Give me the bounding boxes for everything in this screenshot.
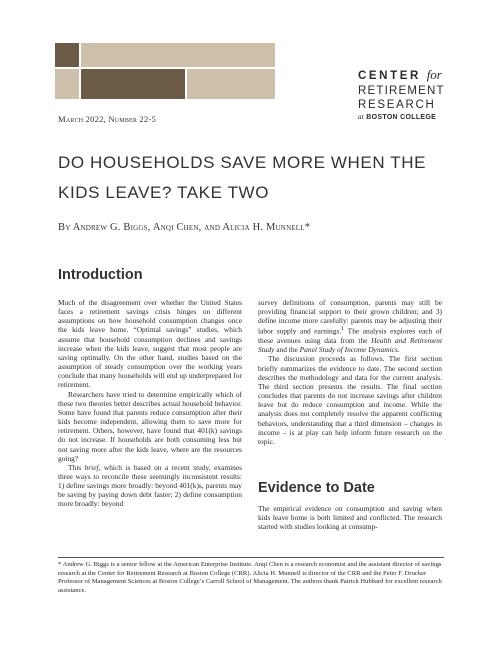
masthead-color-blocks (55, 43, 275, 99)
evidence-heading: Evidence to Date (258, 480, 375, 496)
p3-text-b: , which is based on a recent study, examines three ways to reconcile these seemingly inconsistent results: 1) define savings more broadly: beyond 401(k)s, parents may be saving by paying down debt faster; 2) define consumption more broadly: beyond (58, 462, 242, 509)
title-line-2: KIDS LEAVE? TAKE TWO (58, 183, 270, 202)
footnote-ref: 1 (341, 326, 345, 333)
intro-paragraph-4 (258, 298, 442, 354)
logo-for-word: for (426, 67, 442, 82)
intro-paragraph-3 (58, 463, 242, 509)
p3-brief-italic: brief (84, 462, 99, 472)
dark-block (81, 69, 185, 99)
issue-number: March 2022, Number 22-5 (58, 114, 156, 124)
light-block (187, 69, 275, 99)
body-column-left (58, 298, 242, 509)
logo-retirement-word: RETIREMENT (358, 84, 445, 97)
crr-logo (358, 68, 458, 121)
light-block (55, 69, 79, 99)
intro-paragraph-2: Researchers have tried to determine empirically which of these two theories better describes actual household behavior. Some have found that parents reduce consumption after their kids become independent, allowing them to save more for retirement. Others, however, have found that 401(k) savings do not increase. If households are both consuming less but not saving more after the kids leave, where are the resources going? (58, 389, 242, 463)
top-margin (0, 0, 500, 24)
p4-text-d: . (397, 345, 400, 355)
logo-at-word: at (358, 112, 365, 121)
author-byline: By Andrew G. Biggs, Anqi Chen, and Alicia H. Munnell* (58, 222, 311, 233)
p4-text-c: and the (274, 345, 300, 355)
p4-text-b: The analysis explores each of these avenues using data from the (258, 326, 442, 346)
logo-college-word: BOSTON COLLEGE (366, 113, 437, 121)
light-block (81, 43, 275, 67)
logo-research-word: RESEARCH (358, 99, 436, 111)
evidence-paragraph-1: The empirical evidence on consumption and saving when kids leave home is both limited and conflicted. The research started with studies looking at consump- (258, 504, 442, 532)
logo-line-center (358, 68, 458, 83)
p3-text-a: This (68, 462, 85, 472)
psid-italic: Panel Study of Income Dynamics (299, 345, 398, 355)
body-column-right (258, 298, 442, 446)
intro-paragraph-1: Much of the disagreement over whether the United States faces a retirement savings crisis hinges on different assumptions on how household consumption changes once the kids leave home. “Optimal savings” studies, which assume that household consumption declines and savings increase when the kids leave, suggest that most people are saving optimally. On the other hand, studies based on the assumption of steady consumption over the working years conclude that many households will end up underprepared for retirement. (58, 298, 242, 390)
author-footnote: * Andrew G. Biggs is a senior fellow at the American Enterprise Institute. Anqi Chen is a research economist and the assistant director of savings research at the Center for Retirement Research at Boston College (CRR). Alicia H. Munnell is director of the CRR and the Peter F. Drucker Professor of Management Sciences at Boston College’s Carroll School of Management. The authors thank Patrick Hubbard for excellent research assistance. (58, 561, 442, 595)
logo-center-word: CENTER (358, 70, 421, 82)
dark-block (55, 43, 79, 67)
evidence-column (258, 504, 442, 531)
page-title (58, 148, 458, 208)
footnote-divider (58, 557, 444, 558)
introduction-heading: Introduction (58, 267, 143, 283)
p4-text-a: survey definitions of consumption, parents may still be providing financial support to their grown children; and 3) define income more carefully: parents may be adjusting their labor supply and earnings. (258, 298, 442, 336)
logo-line-college (358, 114, 458, 121)
intro-paragraph-5: The discussion proceeds as follows. The first section briefly summarizes the evidence to date. The second section describes the methodology and data for the current analysis. The third section presents the results. The final section concludes that parents do not increase savings after children leave but do reduce consumption and income. While the analysis does not completely resolve the apparent conflicting behaviors, understanding that a third dimension – changes in income – is at play can help inform future research on the topic. (258, 354, 442, 446)
hrs-italic: Health and Retirement Study (258, 336, 443, 355)
title-line-1: DO HOUSEHOLDS SAVE MORE WHEN THE (58, 153, 427, 172)
